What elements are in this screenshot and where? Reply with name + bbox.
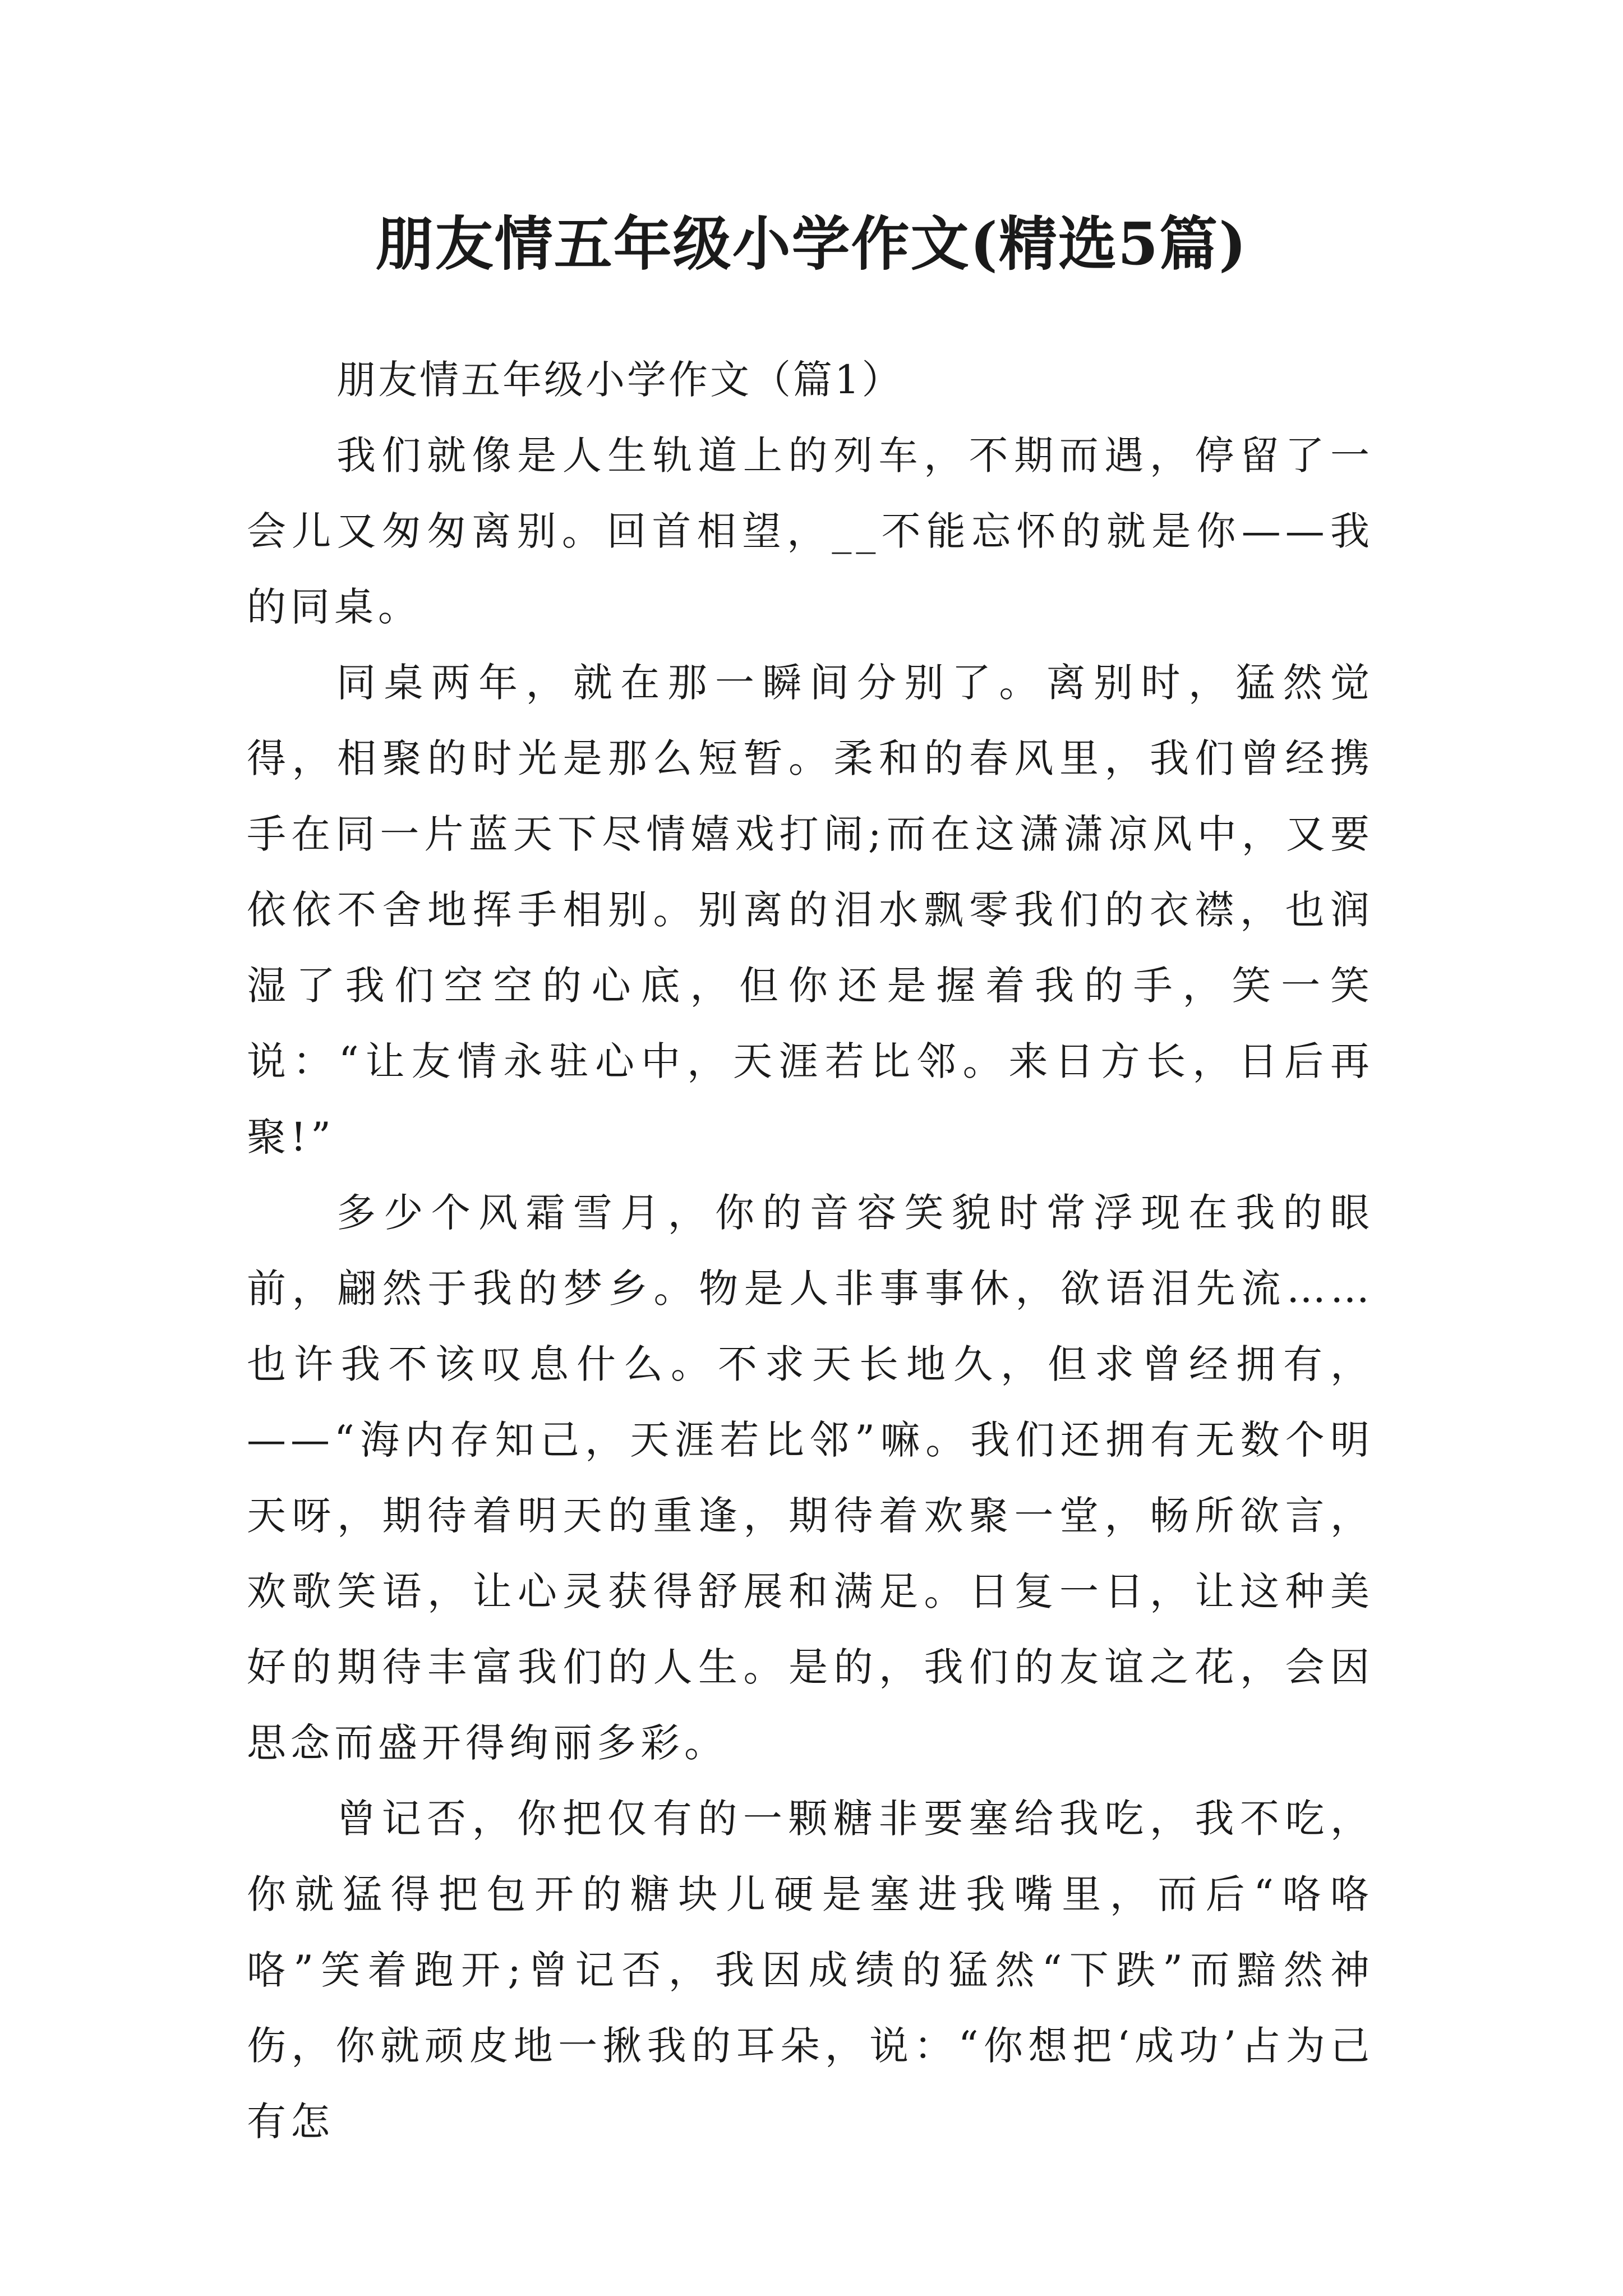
section-heading: 朋友情五年级小学作文（篇1）: [336, 357, 903, 403]
paragraph: 同桌两年，就在那一瞬间分别了。离别时，猛然觉得，相聚的时光是那么短暂。柔和的春风里，我们曾经携手在同一片蓝天下尽情嬉戏打闹;而在这潇潇凉风中，又要依依不舍地挥手相别。别离的泪水飘零我们的衣襟，也润湿了我们空空的心底，但你还是握着我的手，笑一笑说：“让友情永驻心中，天涯若比邻。来日方长，日后再聚!”: [247, 660, 1374, 1160]
document-title: 朋友情五年级小学作文(精选5篇): [375, 209, 1248, 278]
paragraph: 多少个风霜雪月，你的音容笑貌时常浮现在我的眼前，翩然于我的梦乡。物是人非事事休，欲语泪先流……也许我不该叹息什么。不求天长地久，但求曾经拥有，——“海内存知己，天涯若比邻”嘛。我们还拥有无数个明天呀，期待着明天的重逢，期待着欢聚一堂，畅所欲言，欢歌笑语，让心灵获得舒展和满足。日复一日，让这种美好的期待丰富我们的人生。是的，我们的友谊之花，会因思念而盛开得绚丽多彩。: [247, 1190, 1374, 1766]
paragraph: 我们就像是人生轨道上的列车，不期而遇，停留了一会儿又匆匆离别。回首相望，__不能忘怀的就是你——我的同桌。: [247, 432, 1374, 630]
paragraph: 曾记否，你把仅有的一颗糖非要塞给我吃，我不吃，你就猛得把包开的糖块儿硬是塞进我嘴里，而后“咯咯咯”笑着跑开;曾记否，我因成绩的猛然“下跌”而黯然神伤，你就顽皮地一揪我的耳朵，说：“你想把‘成功’占为己有怎: [247, 1796, 1374, 2145]
document-body: [247, 342, 1374, 2160]
